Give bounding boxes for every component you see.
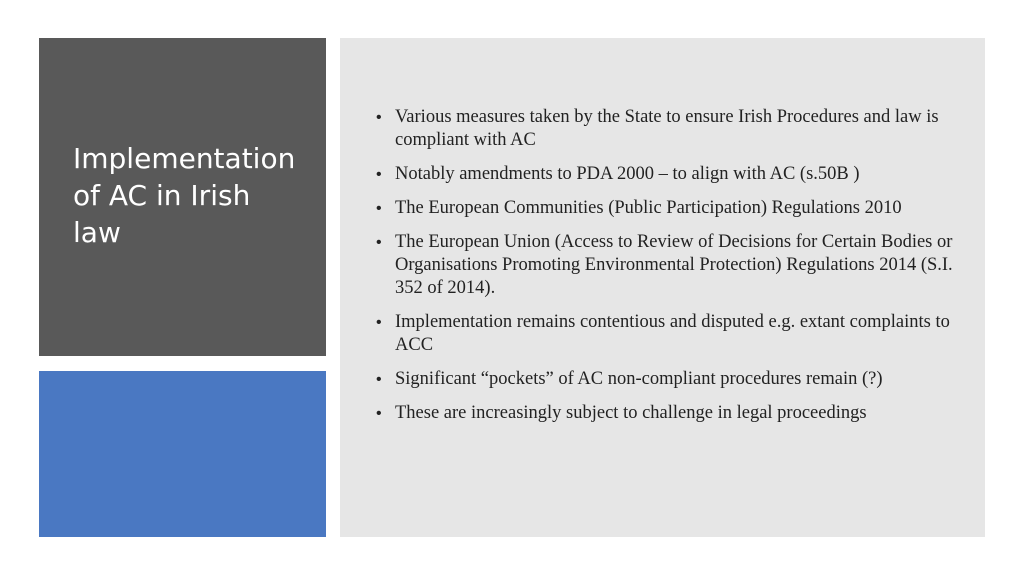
bullet-text: Implementation remains contentious and disputed e.g. extant complaints to ACC (395, 312, 950, 355)
bullet-list (376, 106, 956, 436)
bullet-icon: • (376, 166, 382, 183)
bullet-icon: • (376, 405, 382, 422)
content-panel (340, 38, 985, 537)
title-panel (39, 38, 326, 356)
bullet-text: These are increasingly subject to challenge in legal proceedings (395, 403, 867, 423)
bullet-item (376, 368, 956, 391)
bullet-item (376, 402, 956, 425)
bullet-icon: • (376, 314, 382, 331)
bullet-icon: • (376, 200, 382, 217)
bullet-text: Various measures taken by the State to ensure Irish Procedures and law is compliant with AC (395, 107, 939, 150)
accent-panel (39, 371, 326, 537)
bullet-icon: • (376, 109, 382, 126)
slide-title: Implementation of AC in Irish law (73, 142, 296, 249)
bullet-item (376, 311, 956, 357)
bullet-item (376, 163, 956, 186)
bullet-item (376, 106, 956, 152)
bullet-icon: • (376, 371, 382, 388)
bullet-item (376, 197, 956, 220)
bullet-text: Significant “pockets” of AC non-compliant procedures remain (?) (395, 369, 883, 389)
bullet-text: The European Union (Access to Review of Decisions for Certain Bodies or Organisations Promoting Environmental Protection) Regulations 2014 (S.I. 352 of 2014). (395, 232, 953, 298)
bullet-text: The European Communities (Public Participation) Regulations 2010 (395, 198, 902, 218)
bullet-item (376, 231, 956, 300)
bullet-text: Notably amendments to PDA 2000 – to align with AC (s.50B ) (395, 164, 860, 184)
bullet-icon: • (376, 234, 382, 251)
